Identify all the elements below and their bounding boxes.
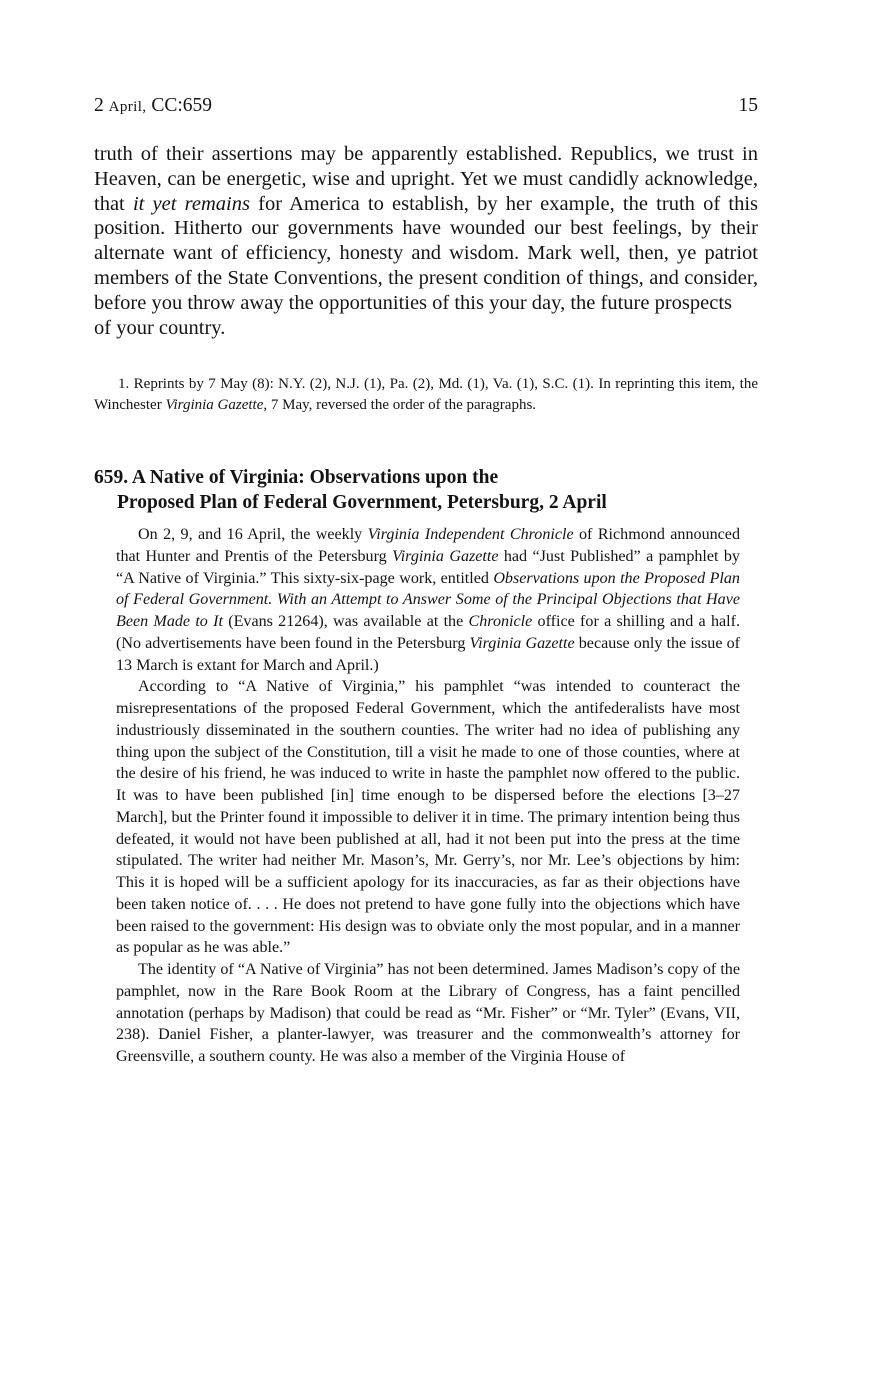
lead-text-1: truth of their assertions may be apparently established. Republics, we trust in Heaven, can be energetic, wise and upright. Yet we must candidly acknowledge, that: [94, 143, 758, 215]
p1-text-g: (Evans 21264), was available at the: [222, 613, 469, 630]
footnote-text-1: 1. Reprints by 7 May (8): N.Y. (2), N.J. (1), Pa. (2), Md. (1), Va. (1), S.C. (1). In reprinting this item, the Winchester: [94, 376, 758, 414]
footnote: [94, 374, 758, 417]
lead-last-line: of your country.: [94, 316, 226, 339]
heading-line-2: Proposed Plan of Federal Government, Petersburg, 2 April: [117, 491, 607, 513]
p1-italic-j: Virginia Gazette: [469, 634, 575, 652]
lead-italic: it yet remains: [132, 192, 250, 215]
lead-paragraph: [94, 142, 758, 340]
p1-italic-d: Virginia Gazette: [392, 547, 499, 565]
running-head-date: [94, 93, 212, 120]
p1-text-a: On 2, 9, and 16 April, the weekly: [138, 526, 368, 543]
page-number: 15: [738, 95, 758, 116]
section-heading: [94, 466, 758, 515]
headnote-paragraph-2: According to “A Native of Virginia,” his pamphlet “was intended to counteract the misrepresentations of the proposed Federal Government, which the antifederalists have most industriously disseminated in the southern counties. The writer had no idea of publishing any thing upon the subject of the Constitution, till a visit he made to one of those counties, where at the desire of his friend, he was induced to write in haste the pamphlet now offered to the public. It was to have been published [in] time enough to be dispersed before the elections [3–27 March], but the Printer found it impossible to deliver it in time. The primary intention being thus defeated, it would not have been published at all, had it not been put into the press at the time stipulated. The writer had neither Mr. Mason’s, Mr. Gerry’s, nor Mr. Lee’s objections by him: This it is hoped will be a sufficient apology for its inaccuracies, as far as their objections have been taken notice of. . . . He does not pretend to have gone fully into the objections which have been raised to the government: His design was to obviate only the most popular, and in a manner as popular as he was able.”: [116, 678, 740, 957]
p1-italic-f: Observations upon the Proposed Plan of Federal Government. With an Attempt to Answer Some of the Principal Objections that Have Been Made to It: [116, 569, 740, 630]
p1-text-k: because only the issue of 13 March is extant for March and April.): [116, 634, 741, 674]
heading-line-1: 659. A Native of Virginia: Observations upon the: [94, 467, 499, 488]
footnote-italic: Virginia Gazette,: [165, 397, 268, 414]
p1-text-i: office for a shilling and a half. (No advertisements have been found in the Petersburg: [116, 613, 740, 652]
headnote-paragraph-1: [116, 524, 740, 676]
p1-italic-b: Virginia Independent Chronicle: [367, 526, 574, 543]
p1-text-e: had “Just Published” a pamphlet by “A Native of Virginia.” This sixty-six-page work, entitled: [116, 547, 740, 587]
date-month: April,: [108, 99, 147, 115]
document-ref: CC:659: [146, 95, 213, 116]
lead-text-2: for America to establish, by her example, the truth of this position. Hitherto our governments have wounded our best feelings, by their alternate want of efficiency, honesty and wisdom. Mark well, then, ye patriot members of the State Conventions, the present condition of things, and consider, before you throw away the opportunities of this your day, the future prospects: [94, 192, 758, 314]
footnote-text-2: 7 May, reversed the order of the paragraphs.: [267, 397, 537, 414]
headnote-paragraph-3: The identity of “A Native of Virginia” has not been determined. James Madison’s copy of the pamphlet, now in the Rare Book Room at the Library of Congress, has a faint pencilled annotation (perhaps by Madison) that could be read as “Mr. Fisher” or “Mr. Tyler” (Evans, VII, 238). Daniel Fisher, a planter-lawyer, was treasurer and the commonwealth’s attorney for Greensville, a southern county. He was also a member of the Virginia House of: [116, 961, 740, 1065]
date-day: 2: [94, 95, 109, 116]
headnote-body: [116, 524, 740, 1068]
p1-text-c: of Richmond announced that Hunter and Prentis of the Petersburg: [116, 526, 740, 565]
p1-italic-h: Chronicle: [468, 613, 533, 630]
